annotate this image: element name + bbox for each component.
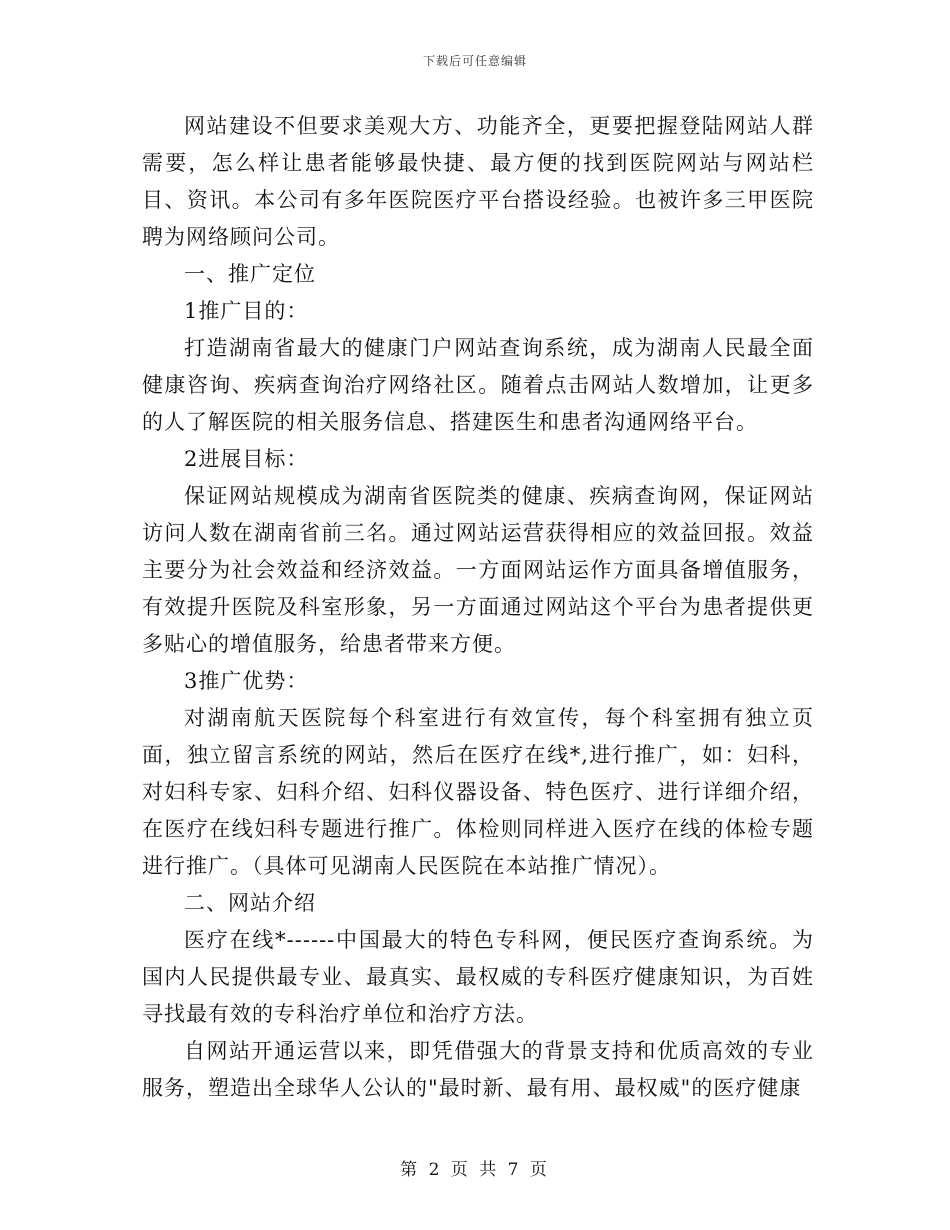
document-body	[142, 108, 814, 1107]
paragraph-website-intro: 医疗在线*------中国最大的特色专科网，便民医疗查询系统。为国内人民提供最专业、最真实、最权威的专科医疗健康知识，为百姓寻找最有效的专科治疗单位和治疗方法。	[142, 928, 814, 1026]
heading-promotion-positioning: 一、推广定位	[184, 262, 316, 286]
subheading-promotion-advantage: 3推广优势：	[184, 669, 309, 693]
subheading-promotion-purpose: 1推广目的：	[184, 299, 309, 323]
paragraph-promotion-purpose: 打造湖南省最大的健康门户网站查询系统，成为湖南人民最全面健康咨询、疾病查询治疗网络社区。随着点击网站人数增加，让更多的人了解医院的相关服务信息、搭建医生和患者沟通网络平台。	[142, 336, 814, 434]
heading-website-intro: 二、网站介绍	[184, 891, 316, 915]
paragraph-development-goal: 保证网站规模成为湖南省医院类的健康、疾病查询网，保证网站访问人数在湖南省前三名。通过网站运营获得相应的效益回报。效益主要分为社会效益和经济效益。一方面网站运作方面具备增值服务，有效提升医院及科室形象，另一方面通过网站这个平台为患者提供更多贴心的增值服务，给患者带来方便。	[142, 484, 814, 656]
paragraph-website-history: 自网站开通运营以来，即凭借强大的背景支持和优质高效的专业服务，塑造出全球华人公认的"最时新、最有用、最权威"的医疗健康	[142, 1039, 814, 1100]
page-header-note: 下载后可任意编辑	[422, 54, 527, 68]
paragraph-promotion-advantage: 对湖南航天医院每个科室进行有效宣传，每个科室拥有独立页面，独立留言系统的网站，然后在医疗在线*,进行推广，如：妇科，对妇科专家、妇科介绍、妇科仪器设备、特色医疗、进行详细介绍，在医疗在线妇科专题进行推广。体检则同样进入医疗在线的体检专题进行推广。（具体可见湖南人民医院在本站推广情况）。	[142, 706, 814, 878]
page-number: 第 2 页 共 7 页	[400, 1160, 550, 1180]
paragraph-intro: 网站建设不但要求美观大方、功能齐全，更要把握登陆网站人群需要，怎么样让患者能够最快捷、最方便的找到医院网站与网站栏目、资讯。本公司有多年医院医疗平台搭设经验。也被许多三甲医院聘为网络顾问公司。	[142, 114, 814, 249]
subheading-development-goal: 2进展目标：	[184, 447, 309, 471]
